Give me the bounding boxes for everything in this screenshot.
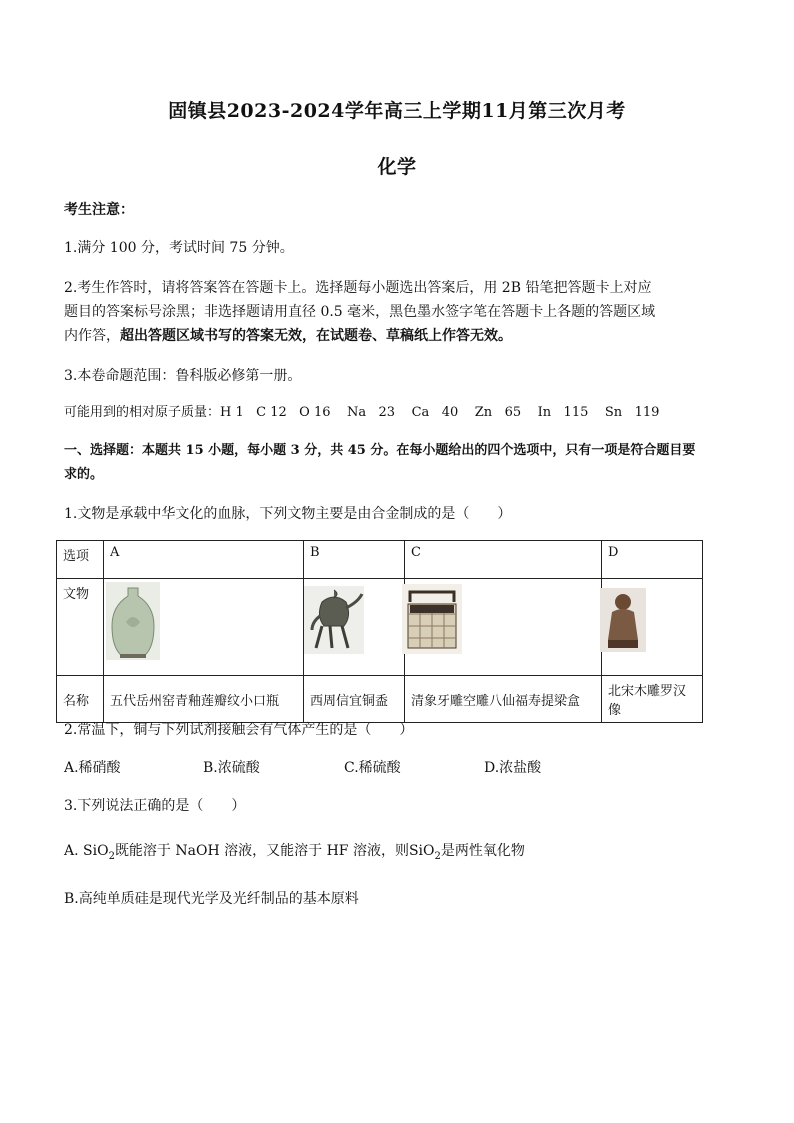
celadon-vase-image xyxy=(106,582,160,660)
name-c: 清象牙雕空雕八仙福寿提梁盒 xyxy=(405,676,602,723)
ivory-lift-box-image xyxy=(402,584,462,654)
table-row xyxy=(57,541,703,579)
q2-option-b: B.浓硫酸 xyxy=(203,760,260,776)
notice-item-1: 1.满分 100 分，考试时间 75 分钟。 xyxy=(64,240,294,256)
notice-item-2-line-3-normal: 内作答， xyxy=(64,328,120,344)
q3-option-a-part-2: 既能溶于 NaOH 溶液，又能溶于 HF 溶液，则SiO xyxy=(114,843,435,859)
notice-item-2-line-3 xyxy=(64,326,512,346)
q3-option-b: B.高纯单质硅是现代光学及光纤制品的基本原料 xyxy=(64,891,359,907)
name-a: 五代岳州窑青釉莲瓣纹小口瓶 xyxy=(104,676,304,723)
option-c: C xyxy=(405,541,602,579)
notice-item-2-line-1: 2.考生作答时，请将答案答在答题卡上。选择题每小题选出答案后，用 2B 铅笔把答题卡上对应 xyxy=(64,280,652,296)
atomic-masses: 可能用到的相对原子质量：H 1 C 12 O 16 Na 23 Ca 40 Zn 65 In 115 Sn 119 xyxy=(64,405,660,420)
option-a: A xyxy=(104,541,304,579)
q3-option-a-subscript-2: 2 xyxy=(434,851,441,862)
subject-title: 化学 xyxy=(377,156,417,178)
notice-item-3: 3.本卷命题范围：鲁科版必修第一册。 xyxy=(64,368,302,384)
q3-option-a-subscript-1: 2 xyxy=(108,851,115,862)
wooden-arhat-statue-image xyxy=(600,588,646,652)
notice-heading: 考生注意： xyxy=(64,202,134,218)
section-1-line-1: 一、选择题：本题共 15 小题，每小题 3 分，共 45 分。在每小题给出的四个选项中，只有一项是符合题目要 xyxy=(64,443,696,458)
q3-option-a xyxy=(64,841,525,867)
row-label-name: 名称 xyxy=(57,676,104,723)
q1-stem: 1.文物是承载中华文化的血脉，下列文物主要是由合金制成的是（ ） xyxy=(64,506,512,522)
row-label-artifact: 文物 xyxy=(57,579,104,676)
q2-stem: 2.常温下，铜与下列试剂接触会有气体产生的是（ ） xyxy=(64,722,414,738)
notice-item-2-line-3-bold: 超出答题区域书写的答案无效，在试题卷、草稿纸上作答无效。 xyxy=(120,328,512,344)
bronze-he-vessel-image xyxy=(304,586,364,654)
section-1-line-2: 求的。 xyxy=(64,467,104,482)
exam-title: 固镇县2023-2024学年高三上学期11月第三次月考 xyxy=(168,100,626,122)
name-b: 西周信宜铜盉 xyxy=(304,676,405,723)
row-label-option: 选项 xyxy=(57,541,104,579)
q3-option-a-part-1: A. SiO xyxy=(64,843,109,859)
notice-item-2-line-2: 题目的答案标号涂黑；非选择题请用直径 0.5 毫米，黑色墨水签字笔在答题卡上各题的答题区域 xyxy=(64,304,656,320)
q2-option-c: C.稀硫酸 xyxy=(344,760,401,776)
option-d: D xyxy=(602,541,703,579)
name-d: 北宋木雕罗汉像 xyxy=(602,676,703,723)
q2-option-d: D.浓盐酸 xyxy=(484,760,542,776)
q2-option-a: A.稀硝酸 xyxy=(64,760,121,776)
q3-option-a-part-3: 是两性氧化物 xyxy=(440,843,525,859)
table-row xyxy=(57,676,703,723)
option-b: B xyxy=(304,541,405,579)
q3-stem: 3.下列说法正确的是（ ） xyxy=(64,798,246,814)
